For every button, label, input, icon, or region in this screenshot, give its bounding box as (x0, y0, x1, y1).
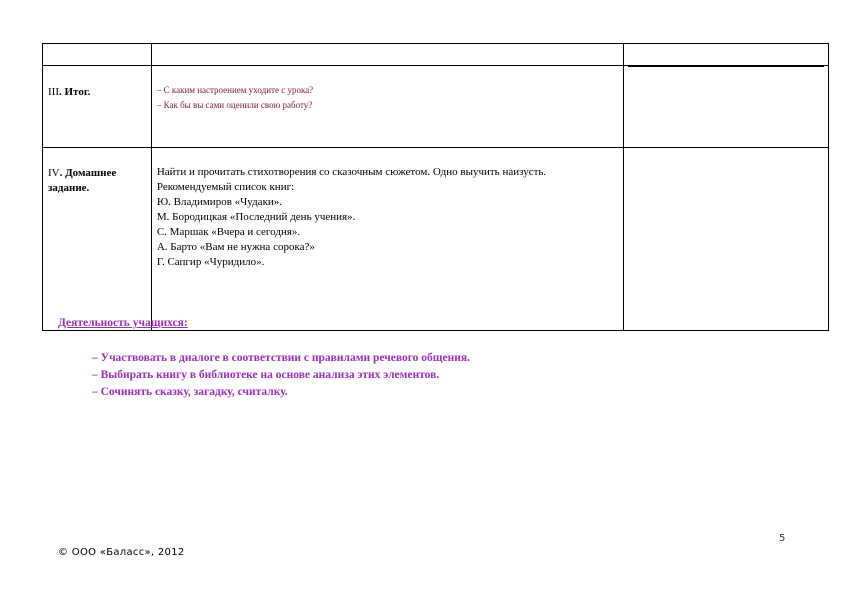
header-stage-cell (43, 44, 152, 66)
list-item: – Сочинять сказку, загадку, считалку. (92, 386, 288, 398)
table-row-result (43, 66, 829, 148)
result-stage-name: . Итог. (59, 86, 91, 98)
book-list-item: С. Маршак «Вчера и сегодня». (156, 226, 301, 238)
homework-content-cell (151, 148, 623, 331)
homework-notes-cell (623, 148, 828, 331)
homework-stage-name: . Домашнее задание. (48, 167, 117, 194)
book-list-item: Ю. Владимиров «Чудаки». (156, 196, 283, 208)
homework-task: Найти и прочитать стихотворения со сказочным сюжетом. Одно выучить наизусть. (156, 166, 547, 178)
result-question: – Как бы вы сами оценили свою работу? (156, 100, 313, 110)
list-item: – Выбирать книгу в библиотеке на основе анализа этих элементов. (92, 369, 440, 381)
result-stage-cell (43, 66, 152, 148)
activities-heading: Деятельность учащихся: (58, 317, 188, 329)
book-list-item: М. Бородицкая «Последний день учения». (156, 211, 356, 223)
list-item: – Участвовать в диалоге в соответствии с правилами речевого общения. (92, 352, 470, 364)
table-row-homework (43, 148, 829, 331)
lesson-plan-table (42, 43, 829, 331)
homework-stage-number: IV (48, 167, 60, 179)
result-stage-number: III (48, 86, 59, 98)
notes-divider (628, 66, 824, 67)
page-number: 5 (779, 533, 786, 544)
result-question: – С каким настроением уходите с урока? (156, 85, 314, 95)
copyright-notice: © ООО «Баласс», 2012 (58, 547, 185, 558)
book-list-title: Рекомендуемый список книг: (156, 181, 295, 193)
student-activities (58, 317, 470, 401)
header-content-cell (151, 44, 623, 66)
result-questions-cell (151, 66, 623, 148)
activities-list (92, 350, 470, 401)
book-list-item: Г. Сапгир «Чуридило». (156, 256, 265, 268)
book-list-item: А. Барто «Вам не нужна сорока?» (156, 241, 315, 253)
homework-stage-cell (43, 148, 152, 331)
table-header-row (43, 44, 829, 66)
header-notes-cell (623, 44, 828, 66)
result-notes-cell (623, 66, 828, 148)
